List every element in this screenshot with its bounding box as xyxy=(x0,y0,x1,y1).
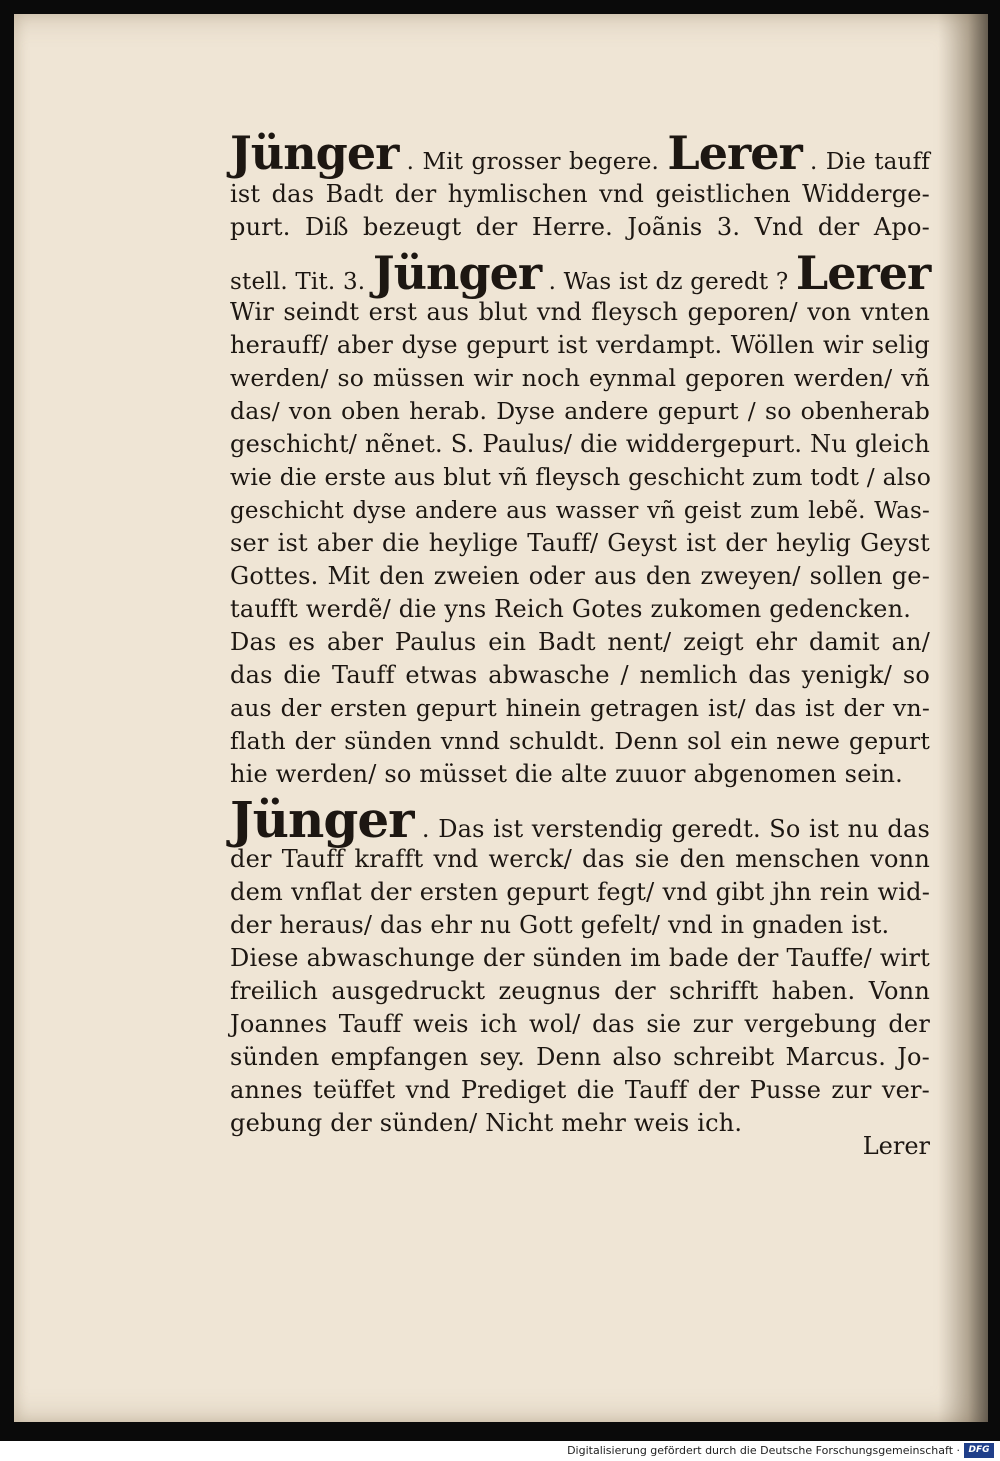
text-run: stell. Tit. 3. xyxy=(230,269,373,295)
text-run: flath der sünden vnnd schuldt. Denn sol ein newe gepurt xyxy=(230,727,930,755)
text-line xyxy=(230,560,930,593)
text-line xyxy=(230,725,930,758)
catchword: Lerer xyxy=(862,1132,930,1160)
text-run: annes teüffet vnd Prediget die Tauff der Pusse zur ver- xyxy=(230,1076,930,1104)
text-line xyxy=(230,659,930,692)
text-line xyxy=(230,428,930,461)
text-run: purt. Diß bezeugt der Herre. Joãnis 3. Vnd der Apo- xyxy=(230,213,930,241)
text-run: . Das ist verstendig geredt. So ist nu das xyxy=(413,815,930,843)
text-run: freilich ausgedruckt zeugnus der schrifft haben. Vonn xyxy=(230,977,930,1005)
text-line xyxy=(230,1107,930,1140)
text-run: gebung der sünden/ Nicht mehr weis ich. xyxy=(230,1109,743,1137)
text-run: ser ist aber die heylige Tauff/ Geyst ist der heylig Geyst xyxy=(230,529,930,557)
text-line xyxy=(230,593,930,626)
text-run: hie werden/ so müsset die alte zuuor abgenomen sein. xyxy=(230,760,903,788)
text-line xyxy=(230,178,930,211)
text-run: werden/ so müssen wir noch eynmal geporen werden/ vñ xyxy=(230,364,930,392)
text-run: herauff/ aber dyse gepurt ist verdampt. Wöllen wir selig xyxy=(230,331,930,359)
text-line xyxy=(230,626,930,659)
speaker-label: Jünger xyxy=(372,246,542,300)
dfg-logo: DFG xyxy=(964,1443,994,1458)
text-line xyxy=(230,975,930,1008)
text-run: geschicht dyse andere aus wasser vñ geist zum lebẽ. Was- xyxy=(230,498,930,524)
text-line xyxy=(230,1041,930,1074)
text-run: der heraus/ das ehr nu Gott gefelt/ vnd in gnaden ist. xyxy=(230,911,890,939)
text-run: . Die tauff xyxy=(801,149,930,175)
text-line xyxy=(230,692,930,725)
text-line xyxy=(230,843,930,876)
page-text xyxy=(230,118,930,1140)
text-run: Das es aber Paulus ein Badt nent/ zeigt ehr damit an/ xyxy=(230,628,930,656)
text-run: Diese abwaschunge der sünden im bade der Tauffe/ wirt xyxy=(230,944,930,972)
speaker-label: Lerer xyxy=(667,126,802,180)
text-line xyxy=(230,362,930,395)
speaker-label: Jünger xyxy=(230,126,399,180)
footer xyxy=(0,1441,1000,1461)
text-line xyxy=(230,118,930,178)
text-line xyxy=(230,1008,930,1041)
text-line xyxy=(230,527,930,560)
speaker-label: Jünger xyxy=(230,790,414,849)
text-run: Joannes Tauff weis ich wol/ das sie zur vergebung der xyxy=(230,1010,930,1038)
text-run: geschicht/ nẽnet. S. Paulus/ die widdergepurt. Nu gleich xyxy=(230,430,930,458)
text-line xyxy=(230,909,930,942)
text-run: dem vnflat der ersten gepurt fegt/ vnd gibt jhn rein wid- xyxy=(230,878,930,906)
text-line xyxy=(230,876,930,909)
page-gutter-shadow xyxy=(938,14,988,1422)
text-line xyxy=(230,395,930,428)
text-run: aus der ersten gepurt hinein getragen ist/ das ist der vn- xyxy=(230,694,930,722)
text-line xyxy=(230,244,931,300)
text-line xyxy=(230,296,930,329)
text-run: der Tauff krafft vnd werck/ das sie den menschen vonn xyxy=(230,845,930,873)
text-run: das/ von oben herab. Dyse andere gepurt / so obenherab xyxy=(230,397,930,425)
text-line xyxy=(230,211,930,244)
text-run: . Was ist dz geredt ? xyxy=(541,269,796,295)
text-run: sünden empfangen sey. Denn also schreibt Marcus. Jo- xyxy=(230,1043,930,1071)
text-line xyxy=(230,494,930,527)
digitization-credit: Digitalisierung gefördert durch die Deutsche Forschungsgemeinschaft · xyxy=(567,1444,960,1457)
text-line xyxy=(230,790,930,849)
text-run: ist das Badt der hymlischen vnd geistlichen Widderge- xyxy=(230,180,930,208)
speaker-label: Lerer xyxy=(795,246,931,300)
text-line xyxy=(230,758,930,791)
text-line xyxy=(230,329,930,362)
text-run: Wir seindt erst aus blut vnd fleysch geporen/ von vnten xyxy=(230,298,930,326)
text-run: wie die erste aus blut vñ fleysch geschicht zum todt / also xyxy=(230,463,932,491)
text-run: taufft werdẽ/ die yns Reich Gotes zukomen gedencken. xyxy=(230,595,912,623)
text-run: das die Tauff etwas abwasche / nemlich das yenigk/ so xyxy=(230,661,930,689)
text-run: Gottes. Mit den zweien oder aus den zweyen/ sollen ge- xyxy=(230,562,930,590)
text-line xyxy=(230,461,930,494)
text-run: . Mit grosser begere. xyxy=(398,149,668,175)
text-line xyxy=(230,942,930,975)
text-line xyxy=(230,1074,930,1107)
